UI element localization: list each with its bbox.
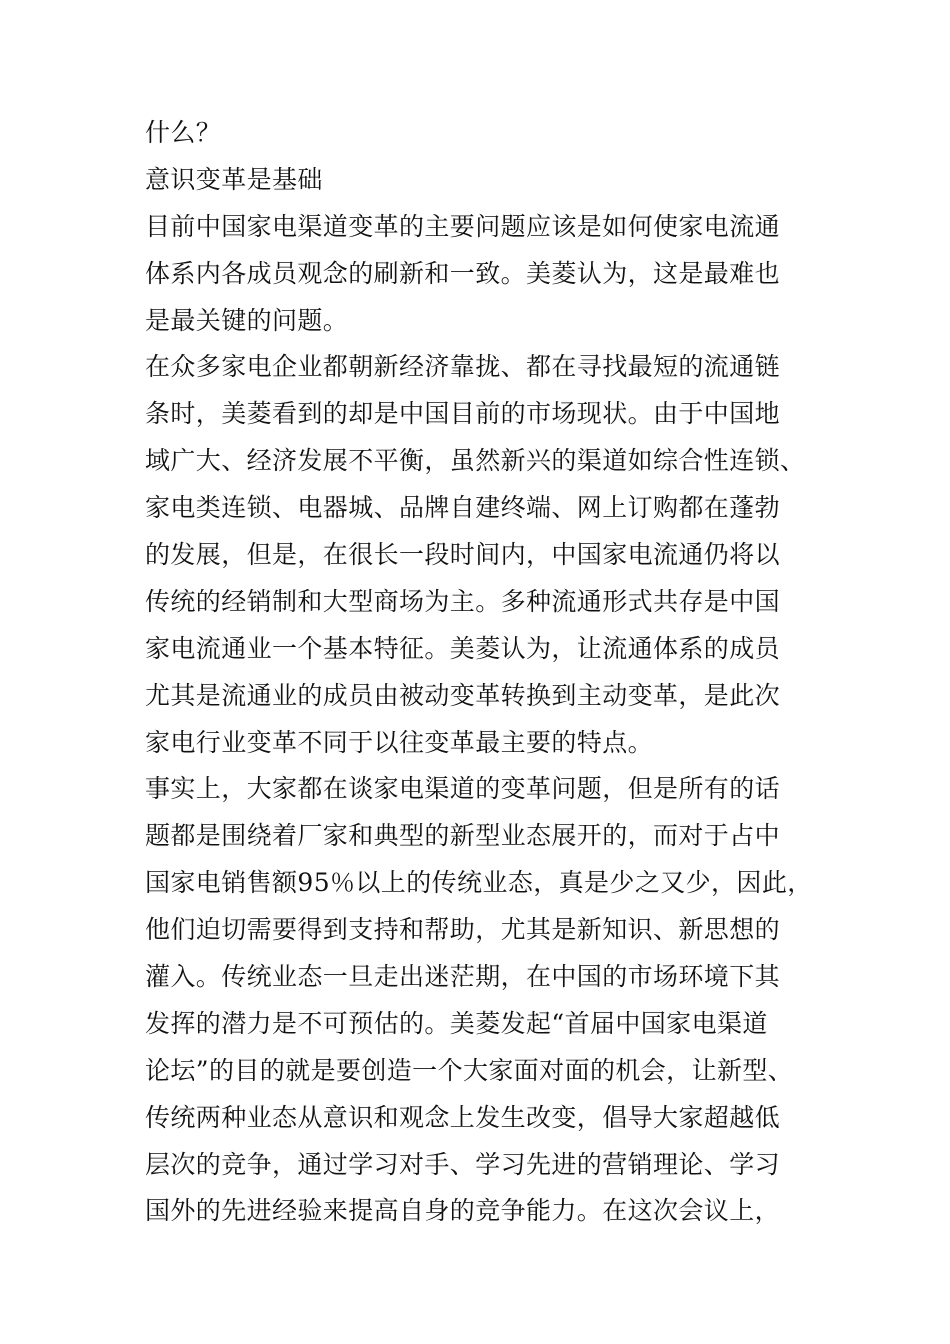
- text-line: 什么？: [145, 118, 222, 147]
- text-line: 论坛”的目的就是要创造一个大家面对面的机会，让新型、: [145, 1055, 794, 1085]
- text-line: 他们迫切需要得到支持和帮助，尤其是新知识、新思想的: [145, 915, 781, 945]
- text-line: 目前中国家电渠道变革的主要问题应该是如何使家电流通: [145, 211, 781, 241]
- text-line: 条时，美菱看到的却是中国目前的市场现状。由于中国地: [145, 399, 781, 429]
- text-line: 国外的先进经验来提高自身的竞争能力。在这次会议上，: [145, 1196, 781, 1226]
- text-line: 家电类连锁、电器城、品牌自建终端、网上订购都在蓬勃: [145, 493, 781, 523]
- text-line: 家电行业变革不同于以往变革最主要的特点。: [145, 727, 654, 757]
- text-line: 灌入。传统业态一旦走出迷茫期，在中国的市场环境下其: [145, 962, 781, 992]
- text-line: 传统的经销制和大型商场为主。多种流通形式共存是中国: [145, 586, 781, 616]
- text-line: 家电流通业一个基本特征。美菱认为，让流通体系的成员: [145, 633, 781, 663]
- text-line: 的发展，但是，在很长一段时间内，中国家电流通仍将以: [145, 540, 781, 570]
- text-line: 发挥的潜力是不可预估的。美菱发起“首届中国家电渠道: [145, 1008, 768, 1038]
- section-heading: 意识变革是基础: [145, 164, 323, 194]
- text-line: 尤其是流通业的成员由被动变革转换到主动变革，是此次: [145, 680, 781, 710]
- text-line: 域广大、经济发展不平衡，虽然新兴的渠道如综合性连锁、: [145, 446, 806, 476]
- text-line: 层次的竞争，通过学习对手、学习先进的营销理论、学习: [145, 1149, 781, 1179]
- text-line: 在众多家电企业都朝新经济靠拢、都在寻找最短的流通链: [145, 352, 781, 382]
- text-line: 题都是围绕着厂家和典型的新型业态展开的，而对于占中: [145, 821, 781, 851]
- document-body: [145, 110, 825, 1235]
- text-line: 传统两种业态从意识和观念上发生改变，倡导大家超越低: [145, 1102, 781, 1132]
- text-line: 国家电销售额95％以上的传统业态，真是少之又少，因此，: [145, 868, 813, 898]
- text-line: 是最关键的问题。: [145, 305, 349, 335]
- text-line: 体系内各成员观念的刷新和一致。美菱认为，这是最难也: [145, 258, 781, 288]
- text-line: 事实上，大家都在谈家电渠道的变革问题，但是所有的话: [145, 774, 781, 804]
